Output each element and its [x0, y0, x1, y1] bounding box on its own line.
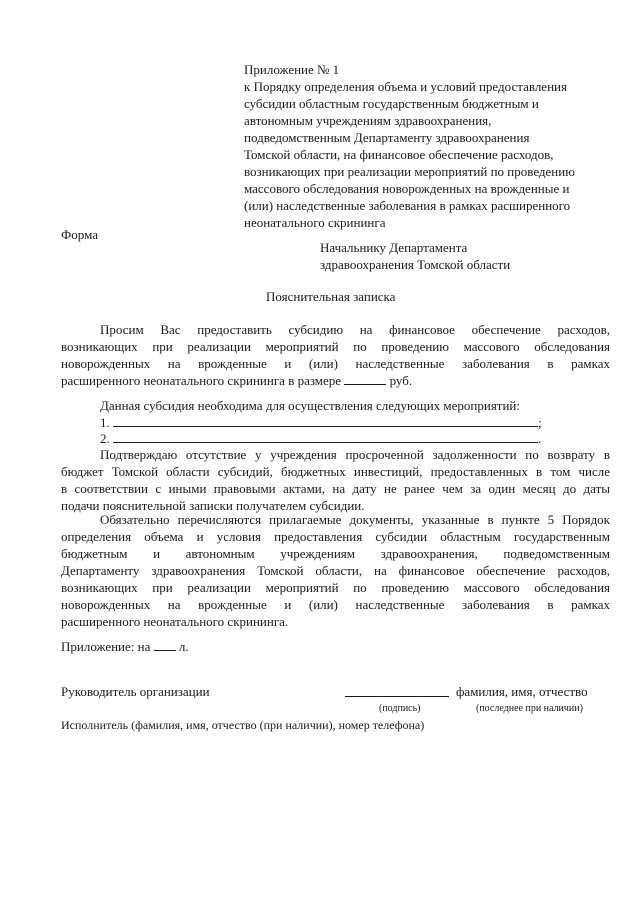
measure-item-2 [100, 430, 541, 447]
measures-intro: Данная субсидия необходима для осуществления следующих мероприятий: [100, 398, 520, 413]
paragraph-line: определения объема и условия предоставления субсидии областным государственным [61, 529, 610, 544]
item-number: 2. [100, 431, 110, 446]
paragraph-line: Обязательно перечисляются прилагаемые документы, указанные в пункте 5 Порядок [100, 512, 610, 527]
signature-line[interactable] [345, 696, 449, 697]
amount-prefix: расширенного неонатального скрининга в размере [61, 373, 342, 388]
paragraph-line: в соответствии с иными правовыми актами, на дату не ранее чем за один месяц до даты [61, 481, 610, 496]
head-label: Руководитель организации [61, 684, 210, 699]
appendix-line: автономным учреждениям здравоохранения, [244, 113, 492, 128]
name-caption: (последнее при наличии) [476, 703, 583, 714]
appendix-line: к Порядку определения объема и условий предоставления [244, 79, 567, 94]
attachment-suffix: л. [178, 639, 189, 654]
paragraph-line: Просим Вас предоставить субсидию на финансовое обеспечение расходов, [100, 322, 610, 337]
paragraph-line: бюджетным и автономным учреждениям здравоохранения, подведомственным [61, 546, 610, 561]
paragraph-line [61, 372, 412, 389]
item-end: . [538, 431, 542, 446]
paragraph-line: новорожденных на врожденные и (или) наследственные заболевания в рамках [61, 597, 610, 612]
form-label: Форма [61, 227, 98, 242]
appendix-title: Приложение № 1 [244, 62, 340, 77]
appendix-line: массового обследования новорожденных на врожденные и [244, 181, 570, 196]
measure-blank-2[interactable] [113, 430, 538, 443]
addressee-line: Начальнику Департамента [320, 240, 468, 255]
signature-caption: (подпись) [379, 703, 421, 714]
measure-item-1 [100, 414, 542, 431]
paragraph-line: новорожденных на врожденные и (или) наследственные заболевания в рамках [61, 356, 610, 371]
paragraph-line: возникающих при реализации мероприятий по проведению массового обследования [61, 580, 610, 595]
paragraph-line: бюджет Томской области субсидий, бюджетных инвестиций, предоставленных в том числе [61, 464, 610, 479]
appendix-line: неонатального скрининга [244, 215, 386, 230]
attachment-line [61, 638, 189, 655]
paragraph-line: подачи пояснительной записки получателем субсидии. [61, 498, 365, 513]
appendix-line: подведомственным Департаменту здравоохранения [244, 130, 530, 145]
name-label: фамилия, имя, отчество [456, 684, 588, 699]
appendix-line: возникающих при реализации мероприятий по проведению [244, 164, 575, 179]
attachment-pages-blank[interactable] [154, 638, 176, 651]
item-number: 1. [100, 415, 110, 430]
paragraph-line: возникающих при реализации мероприятий по проведению массового обследования [61, 339, 610, 354]
executor-line: Исполнитель (фамилия, имя, отчество (при наличии), номер телефона) [61, 718, 425, 732]
appendix-line: субсидии областным государственным бюджетным и [244, 96, 539, 111]
paragraph-line: расширенного неонатального скрининга. [61, 614, 289, 629]
document-title: Пояснительная записка [266, 289, 396, 304]
amount-blank[interactable] [344, 372, 386, 385]
paragraph-line: Департаменту здравоохранения Томской области, на финансовое обеспечение расходов, [61, 563, 610, 578]
measure-blank-1[interactable] [113, 414, 538, 427]
attachment-prefix: Приложение: на [61, 639, 151, 654]
paragraph-line: Подтверждаю отсутствие у учреждения просроченной задолженности по возврату в [100, 447, 610, 462]
amount-suffix: руб. [389, 373, 413, 388]
addressee-line: здравоохранения Томской области [320, 257, 511, 272]
item-end: ; [538, 415, 542, 430]
appendix-line: (или) наследственные заболевания в рамках расширенного [244, 198, 571, 213]
appendix-line: Томской области, на финансовое обеспечение расходов, [244, 147, 554, 162]
